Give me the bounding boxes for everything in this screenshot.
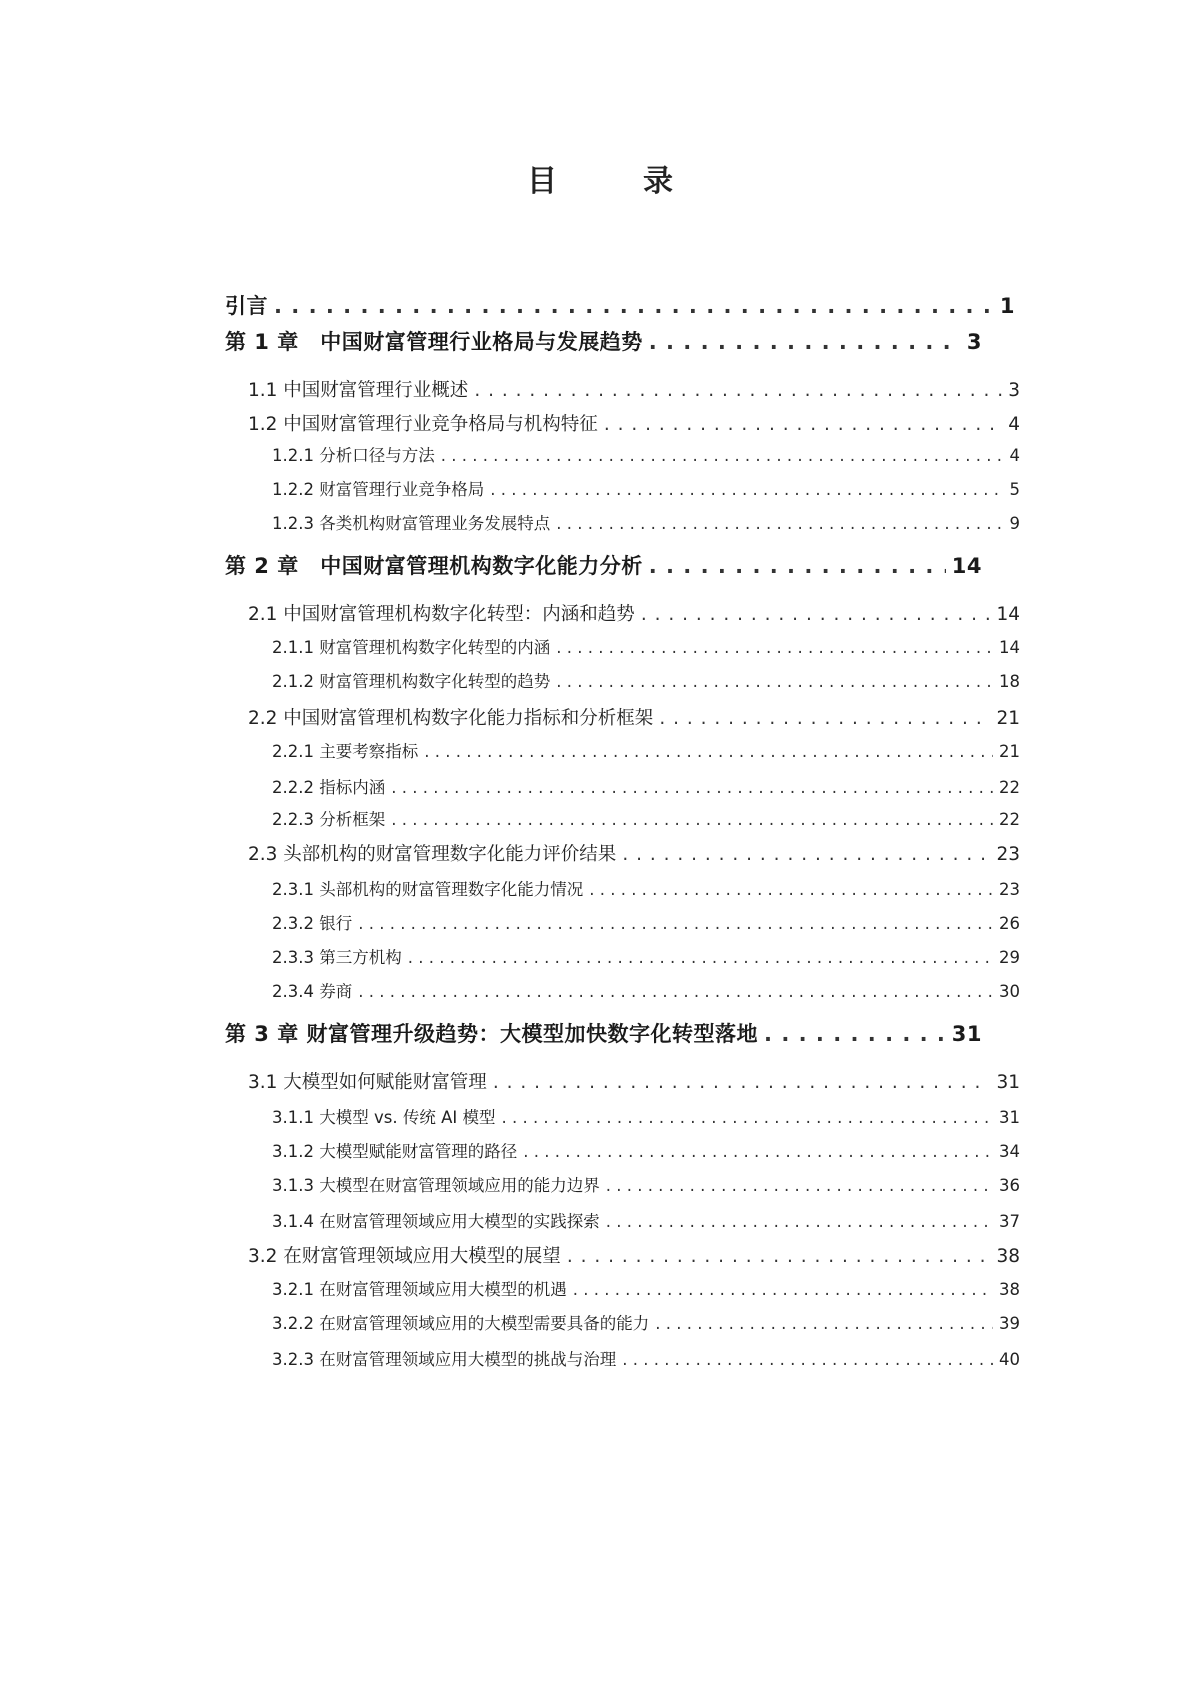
toc-page-number: 26 <box>999 914 1020 933</box>
toc-page-number: 1 <box>999 294 1015 318</box>
toc-entry-label: 3.1.4 在财富管理领域应用大模型的实践探索 <box>272 1212 600 1231</box>
toc-page-number: 29 <box>999 948 1020 967</box>
toc-subsection-entry[interactable] <box>272 510 1020 534</box>
toc-subsection-entry[interactable] <box>272 1104 1020 1128</box>
toc-page-number: 3 <box>1008 380 1020 401</box>
toc-dot-leader <box>358 914 993 933</box>
toc-dot-leader <box>523 1142 993 1161</box>
toc-page-number: 5 <box>1009 480 1020 499</box>
toc-subsection-entry[interactable] <box>272 442 1020 466</box>
toc-page-number: 37 <box>999 1212 1020 1231</box>
toc-page-number: 3 <box>966 330 982 354</box>
toc-page-number: 14 <box>951 554 982 578</box>
toc-dot-leader <box>659 708 990 729</box>
toc-subsection-entry[interactable] <box>272 1276 1020 1300</box>
toc-dot-leader <box>408 948 993 967</box>
toc-dot-leader <box>567 1246 991 1267</box>
toc-subsection-entry[interactable] <box>272 1138 1020 1162</box>
toc-section-entry[interactable] <box>248 410 1020 436</box>
toc-page-number: 23 <box>996 844 1020 865</box>
toc-section-entry[interactable] <box>248 840 1020 866</box>
toc-page-number: 31 <box>996 1072 1020 1093</box>
toc-entry-label: 3.2 在财富管理领域应用大模型的展望 <box>248 1246 561 1267</box>
toc-dot-leader <box>649 554 946 578</box>
toc-entry-label: 2.1 中国财富管理机构数字化转型：内涵和趋势 <box>248 604 635 625</box>
toc-entry-label: 第 1 章 中国财富管理行业格局与发展趋势 <box>225 330 643 354</box>
toc-subsection-entry[interactable] <box>272 1310 1020 1334</box>
toc-dot-leader <box>622 1350 993 1369</box>
toc-dot-leader <box>589 880 993 899</box>
toc-entry-label: 3.2.1 在财富管理领域应用大模型的机遇 <box>272 1280 567 1299</box>
toc-page-number: 36 <box>999 1176 1020 1195</box>
toc-entry-label: 2.2.3 分析框架 <box>272 810 386 829</box>
toc-dot-leader <box>641 604 991 625</box>
toc-dot-leader <box>606 1212 993 1231</box>
toc-entry-label: 3.1.3 大模型在财富管理领域应用的能力边界 <box>272 1176 600 1195</box>
toc-section-entry[interactable] <box>248 600 1020 626</box>
toc-page-number: 21 <box>999 742 1020 761</box>
toc-entry-label: 第 3 章 财富管理升级趋势：大模型加快数字化转型落地 <box>225 1022 759 1046</box>
toc-section-entry[interactable] <box>248 704 1020 730</box>
page-title: 目 录 <box>527 164 701 199</box>
toc-chapter-entry[interactable] <box>225 290 1015 320</box>
toc-entry-label: 2.2.2 指标内涵 <box>272 778 386 797</box>
toc-dot-leader <box>274 294 994 318</box>
toc-dot-leader <box>490 480 1003 499</box>
toc-entry-label: 3.1.1 大模型 vs. 传统 AI 模型 <box>272 1108 496 1127</box>
toc-entry-label: 1.2.3 各类机构财富管理业务发展特点 <box>272 514 551 533</box>
toc-subsection-entry[interactable] <box>272 1172 1020 1196</box>
toc-dot-leader <box>501 1108 993 1127</box>
toc-entry-label: 2.2 中国财富管理机构数字化能力指标和分析框架 <box>248 708 654 729</box>
toc-dot-leader <box>424 742 993 761</box>
toc-page-number: 38 <box>999 1280 1020 1299</box>
toc-dot-leader <box>622 844 990 865</box>
toc-entry-label: 3.2.2 在财富管理领域应用的大模型需要具备的能力 <box>272 1314 650 1333</box>
toc-dot-leader <box>474 380 1002 401</box>
toc-page-number: 34 <box>999 1142 1020 1161</box>
toc-subsection-entry[interactable] <box>272 634 1020 658</box>
toc-entry-label: 2.3.4 券商 <box>272 982 353 1001</box>
toc-page-number: 39 <box>999 1314 1020 1333</box>
toc-page-number: 22 <box>999 810 1020 829</box>
toc-page-number: 21 <box>996 708 1020 729</box>
toc-page-number: 9 <box>1009 514 1020 533</box>
toc-subsection-entry[interactable] <box>272 944 1020 968</box>
toc-page-number: 14 <box>996 604 1020 625</box>
toc-dot-leader <box>764 1022 946 1046</box>
toc-entry-label: 1.1 中国财富管理行业概述 <box>248 380 469 401</box>
toc-page-number: 38 <box>996 1246 1020 1267</box>
toc-page-number: 31 <box>951 1022 982 1046</box>
toc-section-entry[interactable] <box>248 1068 1020 1094</box>
toc-page-number: 4 <box>1008 414 1020 435</box>
toc-entry-label: 2.2.1 主要考察指标 <box>272 742 419 761</box>
toc-dot-leader <box>655 1314 993 1333</box>
toc-subsection-entry[interactable] <box>272 876 1020 900</box>
toc-entry-label: 3.2.3 在财富管理领域应用大模型的挑战与治理 <box>272 1350 617 1369</box>
toc-section-entry[interactable] <box>248 1242 1020 1268</box>
toc-entry-label: 2.1.1 财富管理机构数字化转型的内涵 <box>272 638 551 657</box>
toc-entry-label: 2.3.1 头部机构的财富管理数字化能力情况 <box>272 880 584 899</box>
toc-dot-leader <box>441 446 1004 465</box>
toc-entry-label: 引言 <box>225 294 268 318</box>
toc-entry-label: 1.2.2 财富管理行业竞争格局 <box>272 480 485 499</box>
toc-subsection-entry[interactable] <box>272 910 1020 934</box>
toc-page-number: 4 <box>1009 446 1020 465</box>
toc-page-number: 18 <box>999 672 1020 691</box>
toc-page-number: 23 <box>999 880 1020 899</box>
toc-section-entry[interactable] <box>248 376 1020 402</box>
toc-dot-leader <box>556 672 993 691</box>
toc-dot-leader <box>649 330 961 354</box>
toc-subsection-entry[interactable] <box>272 1208 1020 1232</box>
toc-chapter-entry[interactable] <box>225 550 982 580</box>
toc-entry-label: 2.1.2 财富管理机构数字化转型的趋势 <box>272 672 551 691</box>
toc-subsection-entry[interactable] <box>272 806 1020 830</box>
toc-dot-leader <box>391 810 993 829</box>
toc-subsection-entry[interactable] <box>272 668 1020 692</box>
toc-dot-leader <box>358 982 993 1001</box>
toc-dot-leader <box>493 1072 991 1093</box>
toc-subsection-entry[interactable] <box>272 476 1020 500</box>
toc-dot-leader <box>556 514 1003 533</box>
toc-chapter-entry[interactable] <box>225 1018 982 1048</box>
toc-page-number: 14 <box>999 638 1020 657</box>
toc-entry-label: 2.3.2 银行 <box>272 914 353 933</box>
toc-page-number: 22 <box>999 778 1020 797</box>
toc-entry-label: 1.2 中国财富管理行业竞争格局与机构特征 <box>248 414 598 435</box>
toc-entry-label: 3.1.2 大模型赋能财富管理的路径 <box>272 1142 518 1161</box>
toc-entry-label: 3.1 大模型如何赋能财富管理 <box>248 1072 487 1093</box>
toc-entry-label: 第 2 章 中国财富管理机构数字化能力分析 <box>225 554 643 578</box>
toc-page-number: 30 <box>999 982 1020 1001</box>
toc-page-number: 40 <box>999 1350 1020 1369</box>
toc-entry-label: 2.3 头部机构的财富管理数字化能力评价结果 <box>248 844 617 865</box>
toc-subsection-entry[interactable] <box>272 978 1020 1002</box>
toc-entry-label: 1.2.1 分析口径与方法 <box>272 446 435 465</box>
toc-subsection-entry[interactable] <box>272 1346 1020 1370</box>
toc-page-number: 31 <box>999 1108 1020 1127</box>
toc-subsection-entry[interactable] <box>272 774 1020 798</box>
toc-entry-label: 2.3.3 第三方机构 <box>272 948 402 967</box>
toc-dot-leader <box>604 414 1002 435</box>
toc-subsection-entry[interactable] <box>272 738 1020 762</box>
toc-dot-leader <box>606 1176 993 1195</box>
toc-dot-leader <box>391 778 993 797</box>
toc-dot-leader <box>573 1280 993 1299</box>
toc-chapter-entry[interactable] <box>225 326 982 356</box>
toc-dot-leader <box>556 638 993 657</box>
